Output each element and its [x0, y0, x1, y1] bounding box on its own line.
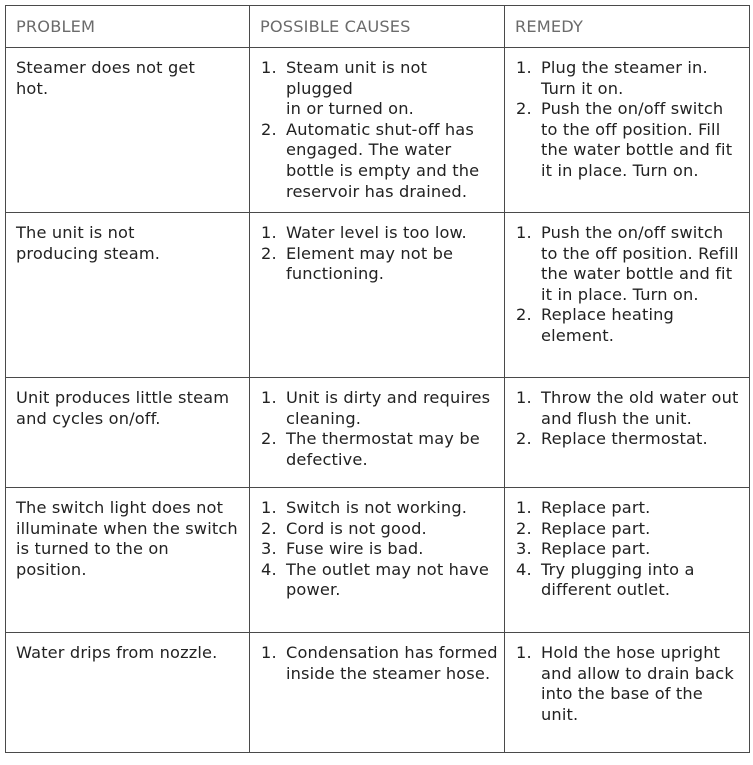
list-number: 2.	[261, 243, 277, 263]
remedy-list-item	[515, 58, 743, 99]
remedy-list	[515, 223, 743, 347]
remedy-list-item	[515, 429, 743, 450]
remedy-cell	[505, 213, 750, 378]
remedy-list	[515, 388, 743, 450]
table-row	[6, 488, 750, 633]
remedy-text: Replace part.	[541, 518, 651, 538]
cause-list-item	[260, 429, 498, 470]
cause-cell	[250, 488, 505, 633]
remedy-text: Replace heating element.	[541, 305, 674, 345]
table-row	[6, 633, 750, 753]
remedy-list-item	[515, 388, 743, 429]
list-number: 3.	[261, 539, 277, 559]
list-number: 2.	[516, 99, 532, 119]
list-number: 2.	[516, 518, 532, 538]
cause-text: Fuse wire is bad.	[286, 539, 424, 559]
cause-cell	[250, 213, 505, 378]
cause-text: Automatic shut-off has engaged. The water bottle is empty and the reservoir has drained.	[286, 119, 480, 201]
remedy-list-item	[515, 519, 743, 540]
cause-list-item	[260, 498, 498, 519]
remedy-text: Throw the old water out and flush the unit.	[541, 388, 739, 428]
header-row	[6, 6, 750, 48]
cause-list-item	[260, 643, 498, 684]
list-number: 1.	[261, 498, 277, 517]
problem-cell: The switch light does not illuminate when the switch is turned to the on position.	[6, 488, 250, 633]
remedy-cell	[505, 48, 750, 213]
cause-list-item	[260, 244, 498, 285]
troubleshooting-table	[5, 5, 750, 753]
header-remedy: REMEDY	[505, 6, 750, 48]
remedy-list-item	[515, 305, 743, 346]
list-number: 3.	[516, 539, 532, 559]
problem-cell: Water drips from nozzle.	[6, 633, 250, 753]
remedy-text: Replace part.	[541, 498, 651, 517]
list-number: 1.	[516, 498, 532, 517]
table-row	[6, 48, 750, 213]
list-number: 4.	[261, 559, 277, 579]
cause-cell	[250, 48, 505, 213]
list-number: 4.	[516, 559, 532, 579]
remedy-cell	[505, 488, 750, 633]
list-number: 1.	[516, 58, 532, 77]
troubleshooting-table-wrapper	[5, 5, 750, 753]
cause-list	[260, 643, 498, 684]
list-number: 1.	[261, 388, 277, 407]
cause-list-item	[260, 223, 498, 244]
remedy-list	[515, 58, 743, 182]
cause-cell	[250, 378, 505, 488]
cause-list-item	[260, 388, 498, 429]
cause-text: The thermostat may be defective.	[286, 429, 480, 469]
remedy-list-item	[515, 539, 743, 560]
cause-text: Switch is not working.	[286, 498, 468, 517]
header-problem: PROBLEM	[6, 6, 250, 48]
remedy-text: Replace part.	[541, 539, 651, 559]
header-possible-causes: POSSIBLE CAUSES	[250, 6, 505, 48]
list-number: 1.	[516, 643, 532, 662]
list-number: 2.	[261, 429, 277, 449]
remedy-text: Push the on/off switch to the off position. Refill the water bottle and fit it in place. Turn on.	[541, 223, 739, 304]
cause-text: The outlet may not have power.	[286, 559, 489, 600]
cause-text: Water level is too low.	[286, 223, 467, 242]
remedy-list-item	[515, 223, 743, 305]
remedy-list-item	[515, 99, 743, 181]
cause-list-item	[260, 120, 498, 202]
list-number: 1.	[261, 643, 277, 662]
remedy-cell	[505, 378, 750, 488]
remedy-list	[515, 643, 743, 725]
remedy-text: Replace thermostat.	[541, 429, 708, 449]
cause-text: Cord is not good.	[286, 518, 427, 538]
cause-list-item	[260, 519, 498, 540]
cause-list	[260, 223, 498, 285]
problem-cell: Unit produces little steam and cycles on/off.	[6, 378, 250, 488]
remedy-text: Push the on/off switch to the off position. Fill the water bottle and fit it in place. Turn on.	[541, 99, 733, 180]
remedy-list	[515, 498, 743, 601]
cause-text: Condensation has formed inside the steamer hose.	[286, 643, 498, 683]
list-number: 2.	[516, 305, 532, 325]
remedy-text: Try plugging into a different outlet.	[541, 559, 695, 600]
table-row	[6, 378, 750, 488]
list-number: 1.	[516, 223, 532, 242]
list-number: 1.	[516, 388, 532, 407]
cause-list	[260, 388, 498, 470]
problem-cell: Steamer does not get hot.	[6, 48, 250, 213]
list-number: 2.	[261, 518, 277, 538]
list-number: 2.	[261, 119, 277, 139]
remedy-list-item	[515, 498, 743, 519]
cause-list	[260, 498, 498, 601]
table-row	[6, 213, 750, 378]
problem-cell: The unit is not producing steam.	[6, 213, 250, 378]
cause-list-item	[260, 539, 498, 560]
cause-text: Element may not be functioning.	[286, 243, 454, 284]
remedy-cell	[505, 633, 750, 753]
cause-list-item	[260, 560, 498, 601]
list-number: 1.	[261, 223, 277, 242]
table-body	[6, 48, 750, 753]
list-number: 2.	[516, 429, 532, 449]
list-number: 1.	[261, 58, 277, 77]
cause-text: Unit is dirty and requires cleaning.	[286, 388, 491, 428]
cause-list	[260, 58, 498, 202]
remedy-list-item	[515, 560, 743, 601]
remedy-text: Plug the steamer in. Turn it on.	[541, 58, 708, 98]
remedy-list-item	[515, 643, 743, 725]
remedy-text: Hold the hose upright and allow to drain back into the base of the unit.	[541, 643, 734, 724]
cause-text: Steam unit is not plugged in or turned on.	[286, 58, 428, 119]
cause-cell	[250, 633, 505, 753]
cause-list-item	[260, 58, 498, 120]
